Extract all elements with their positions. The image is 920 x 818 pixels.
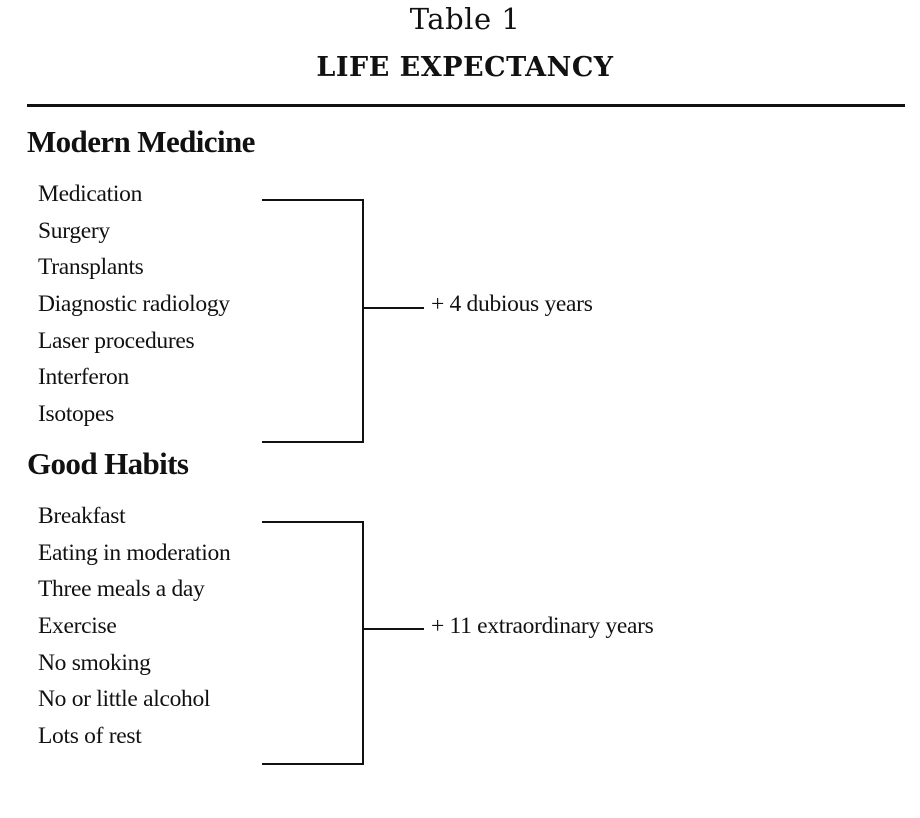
list-item: No smoking [38,649,151,676]
connector-good-habits [364,628,424,630]
list-item: Interferon [38,364,129,391]
table-number: Table 1 [409,2,521,36]
list-item: Medication [38,181,143,207]
bracket-good-habits [262,521,364,765]
result-good-habits: + 11 extraordinary years [431,613,654,639]
list-item: Isotopes [38,401,114,428]
list-item: Eating in moderation [38,539,231,566]
bracket-modern-medicine [262,199,364,443]
list-item: Three meals a day [38,576,205,603]
section-heading-good-habits: Good Habits [27,446,189,481]
list-item: Breakfast [38,503,126,529]
result-modern-medicine: + 4 dubious years [431,291,593,317]
list-item: Lots of rest [38,723,142,750]
item-list-good-habits [38,504,230,761]
list-item: Laser procedures [38,327,195,354]
table-title: LIFE EXPECTANCY [316,52,614,83]
section-heading-modern-medicine: Modern Medicine [27,124,255,159]
list-item: No or little alcohol [38,686,211,713]
connector-modern-medicine [364,307,424,309]
list-item: Diagnostic radiology [38,291,230,318]
list-item: Exercise [38,613,117,640]
item-list-modern-medicine [38,182,230,439]
header-rule [27,104,905,107]
list-item: Transplants [38,254,144,281]
list-item: Surgery [38,217,110,244]
